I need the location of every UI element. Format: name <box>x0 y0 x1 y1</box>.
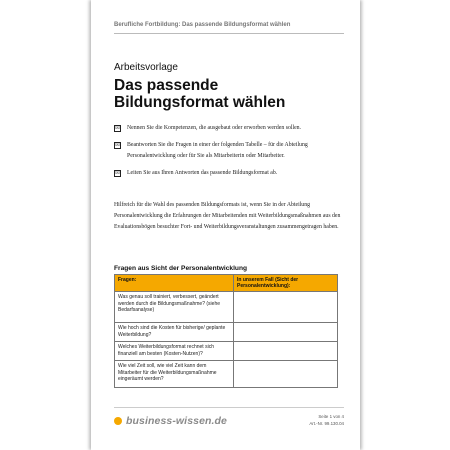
checkbox-icon: ☒ <box>115 171 120 176</box>
checklist-item <box>114 168 346 179</box>
checklist-item-text: Nennen Sie die Kompetenzen, die ausgebaut oder erworben werden sollen. <box>127 125 302 131</box>
table-row <box>115 342 338 361</box>
footer-divider <box>114 407 344 408</box>
answer-cell[interactable] <box>234 292 338 323</box>
column-header-answers: In unserem Fall (Sicht der Personalentwicklung): <box>234 275 338 292</box>
document-title <box>114 77 354 111</box>
checkbox-icon: ☒ <box>115 126 120 131</box>
header-divider <box>114 33 344 34</box>
checklist-item <box>114 123 346 134</box>
logo-dot-icon <box>114 417 122 425</box>
question-cell: Was genau soll trainiert, verbessert, geändert werden durch die Bildungsmaßnahme? (siehe Bedarfsanalyse) <box>115 292 234 323</box>
document-page <box>91 0 360 450</box>
answer-cell[interactable] <box>234 342 338 361</box>
checklist-item <box>114 140 346 162</box>
intro-paragraph: Hilfreich für die Wahl des passenden Bildungsformats ist, wenn Sie in der Abteilung Personalentwicklung die Erfahrungen der Mitarbeitenden mit Weiterbildungsmaßnahmen aus den Evaluationsbögen besuchter Fort- und Weiterbildungsveranstaltungen zusammengetragen haben. <box>114 202 341 230</box>
instruction-checklist <box>114 123 346 185</box>
article-number: Art.-Nr. 99.130.04 <box>309 421 344 426</box>
title-line-2: Bildungsformat wählen <box>114 94 286 111</box>
column-header-questions: Fragen: <box>115 275 234 292</box>
running-header: Berufliche Fortbildung: Das passende Bildungsformat wählen <box>114 22 291 28</box>
checklist-item-text: Beantworten Sie die Fragen in einer der folgenden Tabelle – für die Abteilung Personalentwicklung oder für Sie als Mitarbeiterin oder Mitarbeiter. <box>127 142 308 159</box>
table-row <box>115 323 338 342</box>
checklist-item-text: Leiten Sie aus Ihren Antworten das passende Bildungsformat ab. <box>127 170 278 176</box>
question-cell: Welches Weiterbildungsformat rechnet sich finanziell am besten (Kosten-Nutzen)? <box>115 342 234 361</box>
page-info <box>309 413 344 427</box>
answer-cell[interactable] <box>234 323 338 342</box>
checkbox-icon: ☒ <box>115 143 120 148</box>
questions-table <box>114 274 338 388</box>
answer-cell[interactable] <box>234 361 338 388</box>
question-cell: Wie viel Zeit soll, wie viel Zeit kann dem Mitarbeiter für die Weiterbildungsmaßnahme eingeräumt werden? <box>115 361 234 388</box>
logo-text: business-wissen.de <box>126 415 228 427</box>
table-row <box>115 292 338 323</box>
question-cell: Wie hoch sind die Kosten für bisherige/ geplante Weiterbildung? <box>115 323 234 342</box>
publisher-logo <box>114 415 227 427</box>
document-kicker: Arbeitsvorlage <box>114 62 178 73</box>
table-row <box>115 361 338 388</box>
title-line-1: Das passende <box>114 77 219 94</box>
page-number: Seite 1 von 4 <box>318 414 344 419</box>
table-header-row <box>115 275 338 292</box>
table-title: Fragen aus Sicht der Personalentwicklung <box>114 265 248 272</box>
